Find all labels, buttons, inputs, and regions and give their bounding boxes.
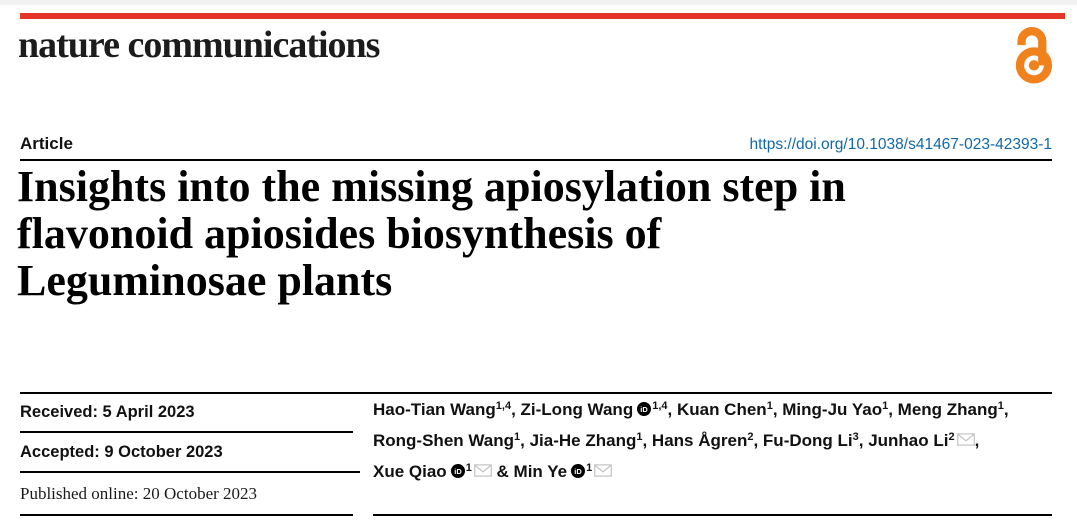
author [677,400,773,419]
authors-bottom-rule [373,514,1052,516]
title-line: flavonoid apiosides biosynthesis of [17,209,662,258]
open-access-icon [1008,26,1062,84]
author-affiliation-sup: 1 [997,400,1004,412]
article-type-label: Article [20,134,73,153]
dates-divider [20,431,353,433]
author [373,400,511,419]
article-title [17,163,1067,304]
email-icon [474,464,492,477]
author-affiliation-sup: 1 [882,400,889,412]
author [652,431,754,450]
author-affiliation-sup: 1 [636,431,643,443]
author [868,431,974,450]
author-list: Hao-Tian Wang$^{1,4}$, Zi-Long Wang iD $^{1,4}$, Kuan Chen$^1$, Ming-Ju Yao$^1$, Meng Zhang$^1$, Rong-Shen Wang$^1$, Jia-He Zhang$^1$, Hans Ågren$^2$, Fu-Dong Li$^3$, Junhao Li$^2$ , Xue Qiao iD $^1$ & Min Ye iD $^1$ [373,400,1009,481]
author-name: Min Ye [513,462,568,481]
author-name: Rong-Shen Wang [373,431,515,450]
title-line: Insights into the missing apiosylation step in [17,162,846,211]
dates-bottom-rule [20,514,353,516]
author-name: Hao-Tian Wang [373,400,496,419]
orcid-icon [451,464,465,478]
author [898,400,1004,419]
author-name: Ming-Ju Yao [782,400,883,419]
author-name: Junhao Li [868,431,949,450]
author-affiliation-sup: 2 [948,431,955,443]
author-affiliation-sup: 1 [514,431,521,443]
author [782,400,888,419]
author-affiliation-sup: 2 [747,431,754,443]
author [763,431,859,450]
author-name: Hans Ågren [651,431,748,450]
page-edge-shading [0,0,1077,5]
author-affiliation-sup: 3 [852,431,859,443]
brand-rule [20,13,1065,19]
author [530,431,643,450]
author-affiliation-sup: 1,4 [652,400,668,412]
published-date: Published online: 20 October 2023 [20,484,258,503]
author-affiliation-sup: 1 [766,400,773,412]
header-rule [20,159,1052,161]
dates-divider [20,471,360,473]
author-name: Xue Qiao [373,462,447,481]
orcid-icon [637,402,651,416]
author-affiliation-sup: 1,4 [495,400,512,412]
author [514,462,613,481]
author-name: Jia-He Zhang [529,431,637,450]
doi-link[interactable]: https://doi.org/10.1038/s41467-023-42393-1 [749,136,1052,153]
author-name: Meng Zhang [897,400,998,419]
author-name: Kuan Chen [676,400,767,419]
author-name: Fu-Dong Li [762,431,853,450]
email-icon [594,464,612,477]
author-affiliation-sup: 1 [465,462,472,474]
title-line: Leguminosae plants [17,256,393,305]
author [373,431,520,450]
author [373,462,492,481]
svg-text:iD: iD [574,466,582,476]
orcid-icon [571,464,585,478]
svg-text:iD: iD [453,466,462,476]
author-name: Zi-Long Wang [520,400,634,419]
author [521,400,668,419]
accepted-date: Accepted: 9 October 2023 [20,443,223,461]
svg-text:iD: iD [640,404,648,414]
email-icon [957,433,975,446]
received-date: Received: 5 April 2023 [20,403,195,421]
author-affiliation-sup: 1 [586,462,593,474]
journal-wordmark: nature communications [18,24,380,66]
